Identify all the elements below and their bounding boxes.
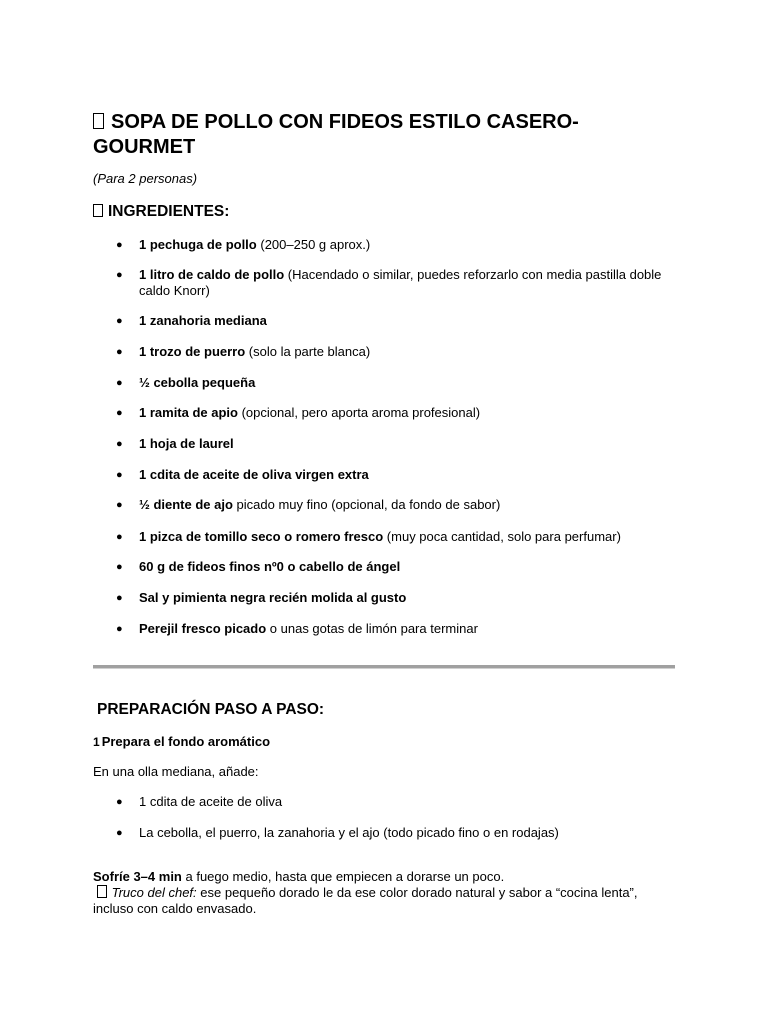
bullet-icon: ● [116, 499, 123, 511]
list-item: ● 1 litro de caldo de pollo (Hacendado o similar, puedes reforzarlo con media pastilla doble caldo Knorr) [116, 267, 662, 298]
bullet-icon: ● [116, 561, 123, 573]
list-item: ● Sal y pimienta negra recién molida al gusto [116, 590, 407, 605]
list-item: ● ½ cebolla pequeña [116, 375, 256, 390]
ingredients-heading-text: INGREDIENTES: [108, 203, 230, 220]
bullet-icon: ● [116, 827, 123, 839]
horizontal-divider [93, 665, 675, 669]
bullet-icon: ● [116, 623, 123, 635]
step-1-paragraph: Sofríe 3–4 min a fuego medio, hasta que empiecen a dorarse un poco. Truco del chef: ese pequeño dorado le da ese color dorado natural y sabor a “cocina lenta”, incluso con caldo envasado. [93, 869, 638, 916]
missing-glyph-icon [93, 113, 104, 129]
chef-tip-label: Truco del chef: [111, 885, 197, 900]
list-item: ● ½ diente de ajo picado muy fino (opcional, da fondo de sabor) [116, 497, 501, 512]
list-item: ● 1 zanahoria mediana [116, 313, 267, 328]
keycap-number-icon: 1 [93, 735, 100, 749]
step-1-intro: En una olla mediana, añade: [93, 764, 259, 779]
bullet-icon: ● [116, 315, 123, 327]
chef-tip-text: ese pequeño dorado le da ese color dorado natural y sabor a “cocina lenta”, incluso con caldo envasado. [93, 885, 638, 916]
step-1-title: 1 Prepara el fondo aromático [93, 734, 271, 749]
list-item: ● La cebolla, el puerro, la zanahoria y el ajo (todo picado fino o en rodajas) [116, 825, 559, 840]
bullet-icon: ● [116, 796, 123, 808]
list-item: ● 1 cdita de aceite de oliva [116, 794, 283, 809]
bullet-icon: ● [116, 438, 123, 450]
servings-note: (Para 2 personas) [93, 171, 198, 186]
missing-glyph-icon [97, 885, 107, 898]
ingredients-heading [93, 203, 229, 221]
recipe-title-text: SOPA DE POLLO CON FIDEOS ESTILO CASERO-GOURMET [93, 111, 579, 158]
recipe-title [93, 110, 653, 160]
list-item: ● 1 cdita de aceite de oliva virgen extra [116, 467, 369, 482]
bullet-icon: ● [116, 469, 123, 481]
missing-glyph-icon [93, 204, 103, 217]
bullet-icon: ● [116, 377, 123, 389]
bullet-icon: ● [116, 407, 123, 419]
list-item: ● 1 pizca de tomillo seco o romero fresco (muy poca cantidad, solo para perfumar) [116, 529, 621, 544]
list-item: ● 1 hoja de laurel [116, 436, 234, 451]
list-item: ● Perejil fresco picado o unas gotas de limón para terminar [116, 621, 478, 636]
list-item: ● 60 g de fideos finos nº0 o cabello de ángel [116, 559, 401, 574]
list-item: ● 1 pechuga de pollo (200–250 g aprox.) [116, 237, 371, 252]
bullet-icon: ● [116, 269, 123, 281]
list-item: ● 1 trozo de puerro (solo la parte blanca) [116, 344, 371, 359]
bullet-icon: ● [116, 531, 123, 543]
bullet-icon: ● [116, 592, 123, 604]
bullet-icon: ● [116, 239, 123, 251]
preparation-heading: PREPARACIÓN PASO A PASO: [97, 701, 325, 718]
list-item: ● 1 ramita de apio (opcional, pero aporta aroma profesional) [116, 405, 481, 420]
bullet-icon: ● [116, 346, 123, 358]
